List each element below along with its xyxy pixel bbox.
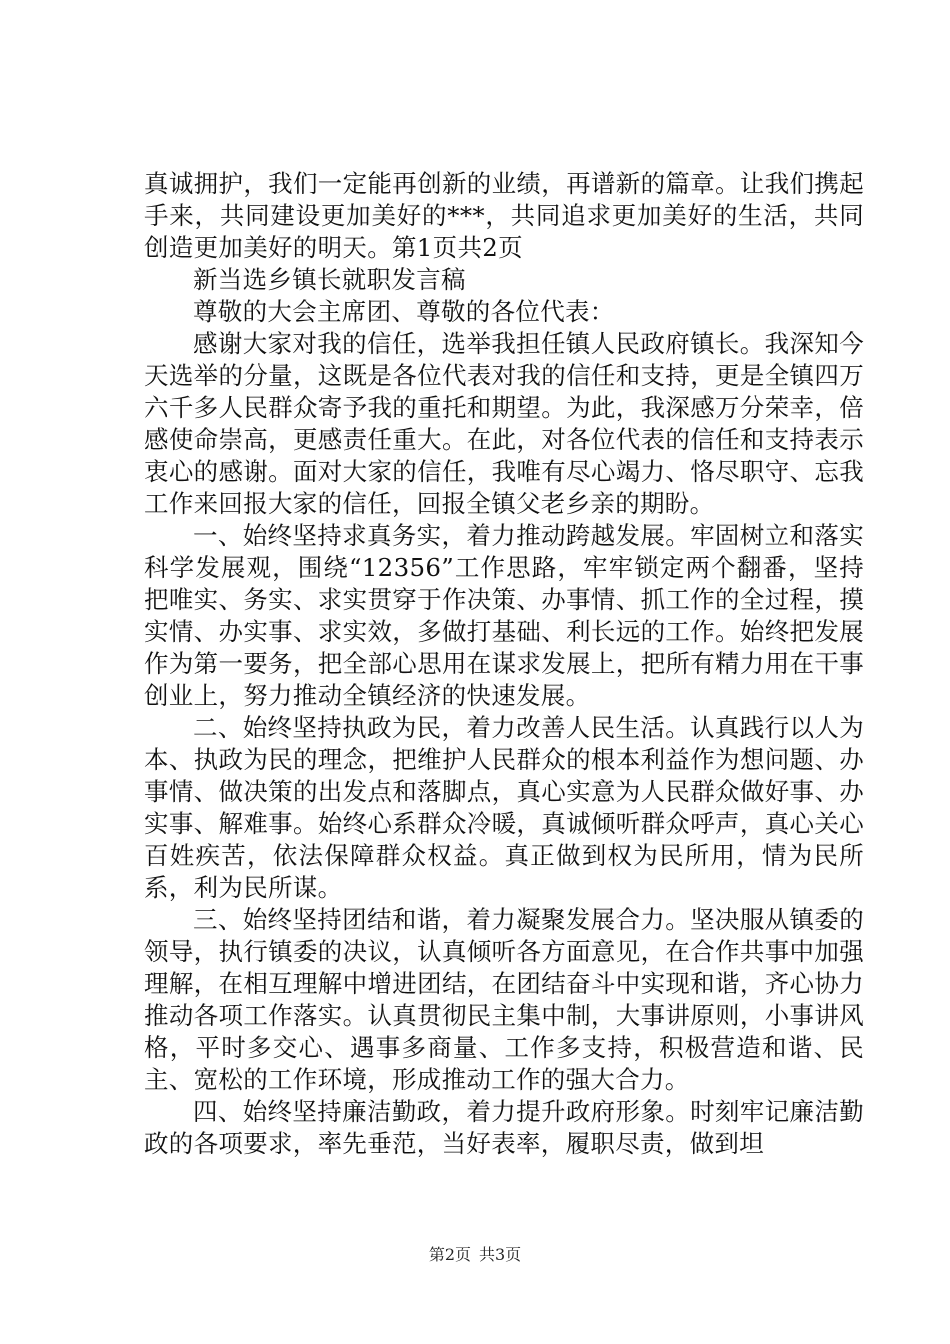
document-body (144, 168, 864, 1160)
page-total: 共3页 (479, 1245, 522, 1264)
paragraph-point-1: 一、始终坚持求真务实，着力推动跨越发展。牢固树立和落实科学发展观，围绕“12356”工作思路，牢牢锁定两个翻番，坚持把唯实、务实、求实贯穿于作决策、办事情、抓工作的全过程，摸实情、办实事、求实效，多做打基础、利长远的工作。始终把发展作为第一要务，把全部心思用在谋求发展上，把所有精力用在干事创业上，努力推动全镇经济的快速发展。 (144, 521, 864, 710)
paragraph-point-2: 二、始终坚持执政为民，着力改善人民生活。认真践行以人为本、执政为民的理念，把维护人民群众的根本利益作为想问题、办事情、做决策的出发点和落脚点，真心实意为人民群众做好事、办实事、解难事。始终心系群众冷暖，真诚倾听群众呼声，真心关心百姓疾苦，依法保障群众权益。真正做到权为民所用，情为民所系，利为民所谋。 (144, 713, 864, 902)
paragraph-point-3: 三、始终坚持团结和谐，着力凝聚发展合力。坚决服从镇委的领导，执行镇委的决议，认真倾听各方面意见，在合作共事中加强理解，在相互理解中增进团结，在团结奋斗中实现和谐，齐心协力推动各项工作落实。认真贯彻民主集中制，大事讲原则，小事讲风格，平时多交心、遇事多商量、工作多支持，积极营造和谐、民主、宽松的工作环境，形成推动工作的强大合力。 (144, 905, 864, 1094)
paragraph-continuation: 真诚拥护，我们一定能再创新的业绩，再谱新的篇章。让我们携起手来，共同建设更加美好的***，共同追求更加美好的生活，共同创造更加美好的明天。第1页共2页 (144, 169, 864, 262)
paragraph-thanks: 感谢大家对我的信任，选举我担任镇人民政府镇长。我深知今天选举的分量，这既是各位代表对我的信任和支持，更是全镇四万六千多人民群众寄予我的重托和期望。为此，我深感万分荣幸，倍感使命崇高，更感责任重大。在此，对各位代表的信任和支持表示衷心的感谢。面对大家的信任，我唯有尽心竭力、恪尽职守、忘我工作来回报大家的信任，回报全镇父老乡亲的期盼。 (144, 329, 864, 518)
paragraph-point-4: 四、始终坚持廉洁勤政，着力提升政府形象。时刻牢记廉洁勤政的各项要求，率先垂范，当好表率，履职尽责，做到坦 (144, 1097, 864, 1158)
page-number: 第2页 (428, 1245, 471, 1264)
salutation: 尊敬的大会主席团、尊敬的各位代表： (193, 297, 615, 326)
page-footer (0, 1245, 950, 1265)
document-title: 新当选乡镇长就职发言稿 (193, 265, 466, 294)
